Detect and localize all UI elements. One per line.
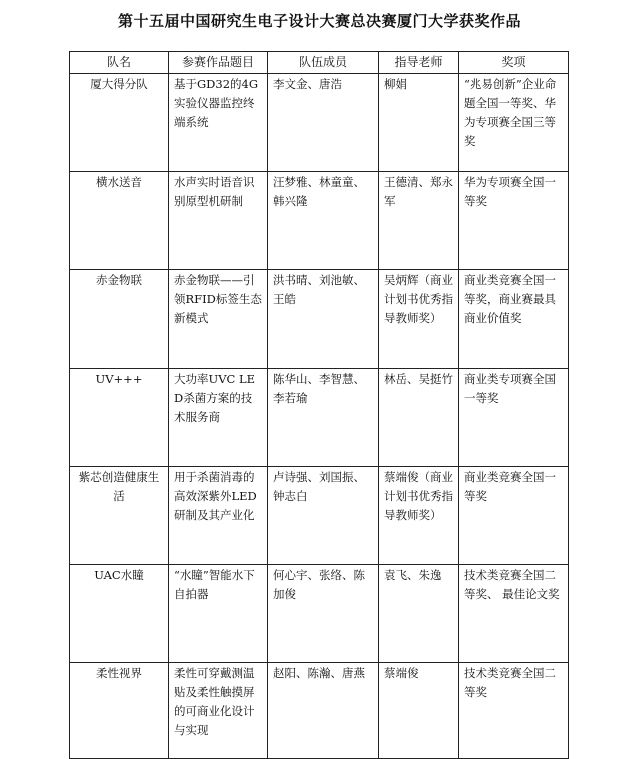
header-team: 队名 xyxy=(70,52,169,74)
team-cell: 紫芯创造健康生活 xyxy=(70,467,169,565)
advisor-cell: 袁飞、朱逸 xyxy=(379,565,459,663)
award-cell: 商业类竞赛全国一等奖，商业赛最具商业价值奖 xyxy=(459,270,569,369)
advisor-cell: 林岳、吴挺竹 xyxy=(379,369,459,467)
team-cell: 厦大得分队 xyxy=(70,74,169,172)
work-cell: 赤金物联——引领RFID标签生态新模式 xyxy=(169,270,268,369)
award-cell: 技术类竞赛全国二等奖、 最佳论文奖 xyxy=(459,565,569,663)
advisor-cell: 柳娟 xyxy=(379,74,459,172)
table-row xyxy=(70,663,569,759)
awards-table xyxy=(69,51,569,759)
award-cell: “兆易创新”企业命题全国一等奖、华为专项赛全国三等奖 xyxy=(459,74,569,172)
advisor-cell: 吴炳辉（商业计划书优秀指导教师奖） xyxy=(379,270,459,369)
header-advisor: 指导老师 xyxy=(379,52,459,74)
work-cell: 用于杀菌消毒的高效深紫外LED研制及其产业化 xyxy=(169,467,268,565)
header-members: 队伍成员 xyxy=(268,52,379,74)
work-cell: 基于GD32的4G实验仪器监控终端系统 xyxy=(169,74,268,172)
table-row xyxy=(70,74,569,172)
table-row xyxy=(70,467,569,565)
table-row xyxy=(70,369,569,467)
award-cell: 技术类竞赛全国二等奖 xyxy=(459,663,569,759)
header-work: 参赛作品题目 xyxy=(169,52,268,74)
page-title: 第十五届中国研究生电子设计大赛总决赛厦门大学获奖作品 xyxy=(117,12,521,30)
team-cell: UAC水瞳 xyxy=(70,565,169,663)
table-row xyxy=(70,172,569,270)
members-cell: 李文金、唐浩 xyxy=(268,74,379,172)
team-cell: 横水送音 xyxy=(70,172,169,270)
members-cell: 卢诗强、刘国振、钟志白 xyxy=(268,467,379,565)
work-cell: 大功率UVC LED杀菌方案的技术服务商 xyxy=(169,369,268,467)
award-cell: 华为专项赛全国一等奖 xyxy=(459,172,569,270)
members-cell: 汪梦雅、林童童、韩兴隆 xyxy=(268,172,379,270)
team-cell: 柔性视界 xyxy=(70,663,169,759)
award-cell: 商业类竞赛全国一等奖 xyxy=(459,467,569,565)
table-header-row xyxy=(70,52,569,74)
table-row xyxy=(70,270,569,369)
advisor-cell: 蔡端俊（商业计划书优秀指导教师奖） xyxy=(379,467,459,565)
members-cell: 洪书晴、刘池敏、王皓 xyxy=(268,270,379,369)
award-cell: 商业类专项赛全国一等奖 xyxy=(459,369,569,467)
work-cell: 水声实时语音识别原型机研制 xyxy=(169,172,268,270)
work-cell: “水瞳”智能水下自拍器 xyxy=(169,565,268,663)
work-cell: 柔性可穿戴测温贴及柔性触摸屏的可商业化设计与实现 xyxy=(169,663,268,759)
table-row xyxy=(70,565,569,663)
members-cell: 赵阳、陈瀚、唐燕 xyxy=(268,663,379,759)
members-cell: 何心宇、张络、陈加俊 xyxy=(268,565,379,663)
advisor-cell: 蔡端俊 xyxy=(379,663,459,759)
team-cell: UV+++ xyxy=(70,369,169,467)
members-cell: 陈华山、李智慧、李若瑜 xyxy=(268,369,379,467)
team-cell: 赤金物联 xyxy=(70,270,169,369)
header-award: 奖项 xyxy=(459,52,569,74)
advisor-cell: 王德清、郑永军 xyxy=(379,172,459,270)
